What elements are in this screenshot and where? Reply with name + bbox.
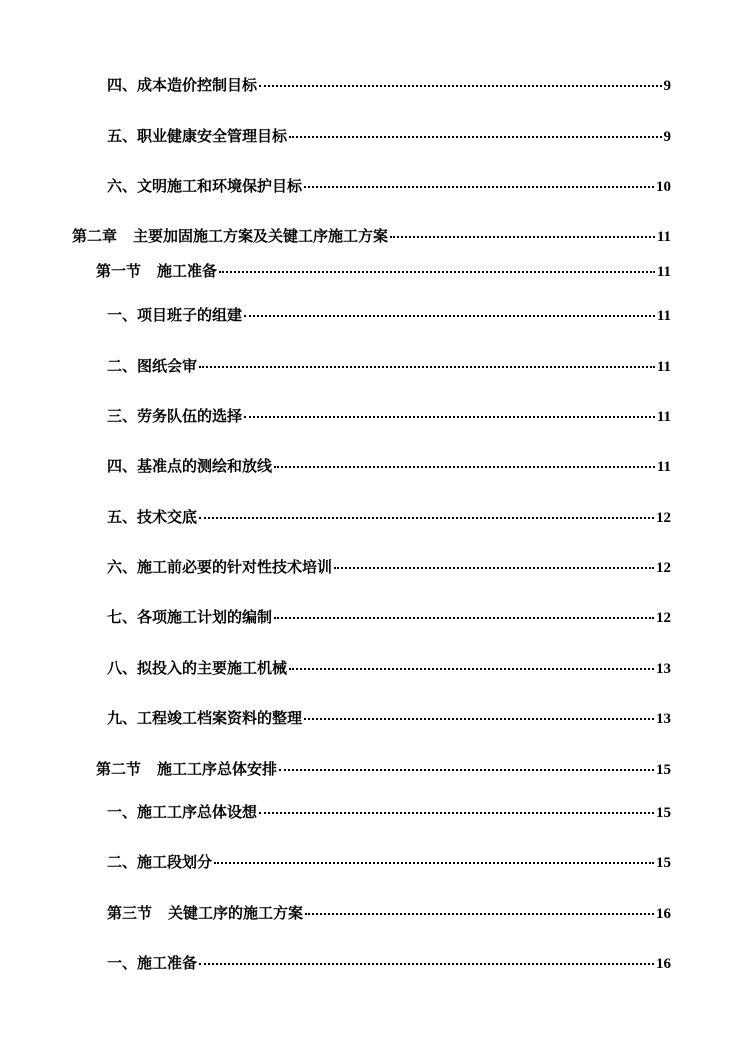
toc-entry[interactable]: [107, 708, 671, 729]
toc-section-entry[interactable]: [96, 759, 671, 780]
toc-leader-dots: [214, 862, 654, 864]
toc-entry-title: 四、成本造价控制目标: [107, 76, 258, 94]
toc-leader-dots: [244, 315, 655, 317]
toc-entry-page: 13: [656, 661, 671, 677]
toc-entry-title: 七、各项施工计划的编制: [107, 608, 273, 626]
toc-leader-dots: [279, 769, 654, 771]
toc-leader-dots: [199, 366, 655, 368]
toc-leader-dots: [390, 236, 655, 238]
toc-entry[interactable]: [107, 658, 671, 679]
toc-entry-title: [72, 226, 388, 246]
toc-entry[interactable]: [107, 126, 671, 147]
toc-entry-title: 三、劳务队伍的选择: [107, 407, 243, 425]
toc-entry[interactable]: [107, 176, 671, 197]
toc-entry-page: 16: [656, 906, 671, 922]
toc-entry[interactable]: [107, 802, 671, 823]
toc-leader-dots: [259, 812, 654, 814]
toc-entry[interactable]: [107, 305, 671, 326]
toc-entry-page: 15: [656, 805, 671, 821]
toc-entry-title: 六、施工前必要的针对性技术培训: [107, 558, 333, 576]
toc-entry-page: 15: [656, 762, 671, 778]
toc-section-entry[interactable]: [96, 261, 671, 282]
toc-entry-title: 六、文明施工和环境保护目标: [107, 177, 303, 195]
toc-entry-page: 9: [663, 78, 671, 94]
toc-entry-page: 11: [656, 264, 671, 280]
toc-leader-dots: [244, 416, 655, 418]
toc-section-number: 第一节: [96, 262, 142, 280]
toc-entry[interactable]: [107, 852, 671, 873]
toc-chapter-entry[interactable]: [72, 226, 671, 247]
toc-entry-page: 11: [656, 409, 671, 425]
toc-entry-title: 四、基准点的测绘和放线: [107, 457, 273, 475]
toc-leader-dots: [289, 136, 661, 138]
toc-entry-title: 五、职业健康安全管理目标: [107, 127, 288, 145]
toc-entry-page: 11: [656, 459, 671, 475]
toc-entry[interactable]: [107, 356, 671, 377]
toc-entry-title: 一、项目班子的组建: [107, 306, 243, 324]
toc-entry-page: 9: [663, 129, 671, 145]
toc-leader-dots: [305, 913, 654, 915]
toc-entry-page: 11: [656, 229, 671, 245]
toc-entry-title: 九、工程竣工档案资料的整理: [107, 709, 303, 727]
toc-entry[interactable]: [107, 406, 671, 427]
toc-leader-dots: [289, 668, 654, 670]
toc-entry-page: 12: [656, 610, 671, 626]
toc-leader-dots: [219, 271, 655, 273]
toc-section-name: 施工准备: [157, 262, 218, 280]
toc-chapter-number: 第二章: [72, 227, 118, 245]
toc-leader-dots: [259, 85, 661, 87]
toc-entry-title: 二、图纸会审: [107, 357, 198, 375]
toc-leader-dots: [334, 567, 654, 569]
toc-entry-page: 11: [656, 359, 671, 375]
toc-leader-dots: [199, 517, 654, 519]
toc-entry-title: 二、施工段划分: [107, 853, 213, 871]
toc-entry[interactable]: [107, 456, 671, 477]
toc-section-number: 第三节: [107, 904, 153, 922]
toc-entry[interactable]: [107, 507, 671, 528]
toc-entry[interactable]: [107, 557, 671, 578]
toc-leader-dots: [304, 186, 654, 188]
toc-entry-page: 15: [656, 855, 671, 871]
toc-section-name: 施工工序总体安排: [157, 760, 278, 778]
toc-chapter-name: 主要加固施工方案及关键工序施工方案: [133, 227, 389, 245]
toc-entry-title: 八、拟投入的主要施工机械: [107, 659, 288, 677]
toc-leader-dots: [274, 466, 655, 468]
toc-entry-title: [96, 759, 277, 779]
toc-entry[interactable]: [107, 75, 671, 96]
toc-section-name: 关键工序的施工方案: [168, 904, 304, 922]
toc-section-number: 第二节: [96, 760, 142, 778]
toc-entry-page: 12: [656, 560, 671, 576]
toc-leader-dots: [274, 617, 654, 619]
toc-section-entry[interactable]: [107, 903, 671, 924]
toc-leader-dots: [199, 963, 654, 965]
toc-entry-page: 16: [656, 956, 671, 972]
toc-entry-page: 13: [656, 711, 671, 727]
toc-entry-page: 10: [656, 179, 671, 195]
toc-entry-title: [96, 261, 217, 281]
toc-entry-title: 一、施工准备: [107, 954, 198, 972]
toc-leader-dots: [304, 718, 654, 720]
toc-entry[interactable]: [107, 607, 671, 628]
toc-entry-title: [107, 903, 303, 923]
toc-entry[interactable]: [107, 953, 671, 974]
toc-entry-title: 一、施工工序总体设想: [107, 803, 258, 821]
toc-entry-page: 12: [656, 510, 671, 526]
toc-entry-page: 11: [656, 308, 671, 324]
toc-entry-title: 五、技术交底: [107, 508, 198, 526]
